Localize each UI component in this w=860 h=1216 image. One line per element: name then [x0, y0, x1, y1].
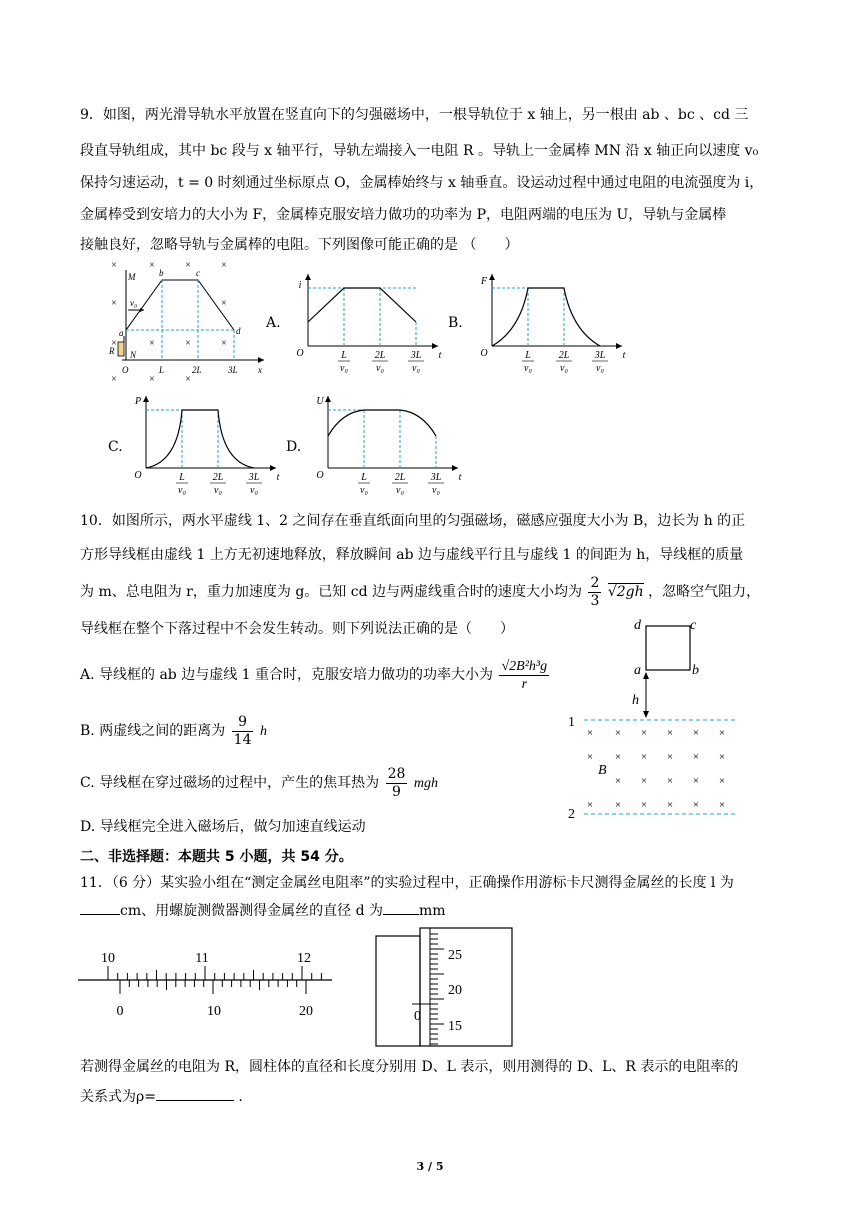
svg-text:3L: 3L — [594, 350, 606, 361]
svg-text:U: U — [316, 396, 324, 407]
svg-text:×: × — [640, 727, 648, 739]
svg-text:3L: 3L — [410, 350, 422, 361]
svg-text:×: × — [640, 775, 648, 787]
svg-text:×: × — [614, 775, 622, 787]
q9-graph-d — [316, 392, 466, 498]
svg-text:×: × — [111, 338, 117, 349]
svg-text:O: O — [296, 348, 304, 359]
svg-text:10: 10 — [207, 1004, 221, 1019]
micrometer-scale — [372, 926, 518, 1050]
q10-option-b: B. 两虚线之间的距离为 $\frac{9}{14}$ h — [80, 713, 267, 748]
svg-text:3L: 3L — [248, 472, 260, 483]
svg-text:d: d — [236, 326, 241, 336]
length-blank[interactable] — [80, 914, 120, 915]
q10-option-c: C. 导线框在穿过磁场的过程中，产生的焦耳热为 $\frac{28}{9}$ mgh — [80, 765, 438, 800]
curve-i — [308, 288, 416, 322]
q10-line1: 10．如图所示，两水平虚线 1、2 之间存在垂直纸面向里的匀强磁场，磁感应强度大小为 B，边长为 h 的正 — [80, 513, 746, 529]
svg-text:2L: 2L — [374, 350, 386, 361]
svg-text:2L: 2L — [394, 472, 406, 483]
svg-text:×: × — [718, 727, 726, 739]
svg-text:v₀: v₀ — [340, 363, 348, 374]
svg-text:×: × — [586, 727, 594, 739]
svg-text:×: × — [666, 751, 674, 763]
q10-line3: 为 m、总电阻为 r，重力加速度为 g。已知 cd 边与两虚线重合时的速度大小均为 $\frac{2}{3}$ √2gh ，忽略空气阻力， — [80, 574, 761, 609]
svg-text:t: t — [276, 472, 280, 483]
svg-text:v₀: v₀ — [432, 485, 440, 496]
svg-text:×: × — [221, 298, 227, 309]
q10-line2: 方形导线框由虚线 1 上方无初速地释放，释放瞬间 ab 边与虚线平行且与虚线 1 的间距为 h，导线框的质量 — [80, 547, 744, 563]
q11-line4: 关系式为ρ= . — [80, 1089, 243, 1105]
svg-text:a: a — [634, 663, 641, 678]
q10-diagram — [560, 612, 750, 824]
svg-text:×: × — [692, 727, 700, 739]
svg-text:3L: 3L — [228, 365, 238, 375]
q10-line4: 导线框在整个下落过程中不会发生转动。则下列说法正确的是（ ） — [80, 621, 514, 637]
svg-text:20: 20 — [299, 1004, 313, 1019]
svg-text:v₀: v₀ — [178, 485, 186, 496]
svg-text:h: h — [632, 693, 639, 708]
svg-text:L: L — [179, 472, 185, 483]
svg-text:×: × — [692, 799, 700, 811]
q9-line1: 9．如图，两光滑导轨水平放置在竖直向下的匀强磁场中，一根导轨位于 x 轴上，另一根由 ab 、bc 、cd 三 — [80, 107, 749, 123]
svg-text:O: O — [480, 348, 488, 359]
svg-text:c: c — [690, 618, 697, 633]
svg-text:F: F — [480, 276, 488, 287]
svg-text:R: R — [109, 346, 115, 356]
svg-text:B: B — [598, 763, 607, 778]
svg-text:×: × — [692, 751, 700, 763]
svg-text:v₀: v₀ — [524, 363, 532, 374]
svg-text:11: 11 — [195, 951, 209, 966]
svg-text:×: × — [614, 799, 622, 811]
q9-graph-b — [480, 270, 630, 376]
curve-F — [492, 288, 600, 346]
svg-text:t: t — [458, 472, 462, 483]
svg-text:×: × — [149, 374, 155, 385]
q9-line2: 段直导轨组成，其中 bc 段与 x 轴平行，导轨左端接入一电阻 R 。导轨上一金属棒 MN 沿 x 轴正向以速度 v₀ — [80, 143, 759, 159]
svg-text:v₀: v₀ — [130, 298, 138, 308]
svg-text:P: P — [134, 396, 142, 407]
diameter-blank[interactable] — [383, 914, 419, 915]
q9-line3: 保持匀速运动，t = 0 时刻通过坐标原点 O，金属棒始终与 x 轴垂直。设运动过程中通过电阻的电流强度为 i， — [80, 175, 764, 191]
curve-U — [328, 410, 436, 436]
svg-text:×: × — [185, 374, 191, 385]
q9-option-c-label: C. — [108, 439, 123, 455]
svg-text:1: 1 — [568, 715, 575, 730]
svg-text:25: 25 — [448, 948, 462, 963]
svg-text:O: O — [316, 470, 324, 481]
q11-line1: 11．（6 分）某实验小组在“测定金属丝电阻率”的实验过程中，正确操作用游标卡尺测得金属丝的长度 l 为 — [80, 875, 734, 891]
svg-text:i: i — [298, 280, 302, 291]
svg-text:0: 0 — [116, 1004, 124, 1019]
cross: × — [111, 260, 117, 271]
page-number: 3 / 5 — [416, 1160, 444, 1173]
svg-text:×: × — [614, 727, 622, 739]
svg-text:v₀: v₀ — [360, 485, 368, 496]
svg-text:v₀: v₀ — [560, 363, 568, 374]
svg-text:×: × — [640, 751, 648, 763]
svg-text:×: × — [149, 338, 155, 349]
svg-text:2: 2 — [568, 807, 575, 822]
svg-text:×: × — [221, 338, 227, 349]
svg-text:L: L — [341, 350, 347, 361]
svg-text:3L: 3L — [430, 472, 442, 483]
svg-text:2L: 2L — [212, 472, 224, 483]
svg-text:2L: 2L — [558, 350, 570, 361]
svg-text:v₀: v₀ — [250, 485, 258, 496]
svg-text:b: b — [692, 663, 699, 678]
svg-text:×: × — [111, 298, 117, 309]
svg-text:×: × — [666, 799, 674, 811]
svg-text:×: × — [185, 260, 191, 271]
svg-text:×: × — [692, 775, 700, 787]
q9-line4: 金属棒受到安培力的大小为 F，金属棒克服安培力做功的功率为 P，电阻两端的电压为 U，导轨与金属棒 — [80, 207, 727, 223]
svg-text:×: × — [185, 338, 191, 349]
svg-text:15: 15 — [448, 1019, 462, 1034]
svg-text:×: × — [718, 751, 726, 763]
q11-line3: 若测得金属丝的电阻为 R，圆柱体的直径和长度分别用 D、L 表示，则用测得的 D、L、R 表示的电阻率的 — [80, 1059, 739, 1075]
curve-P — [146, 410, 254, 468]
svg-text:t: t — [438, 350, 442, 361]
q9-option-a-label: A. — [266, 315, 281, 331]
svg-text:×: × — [149, 260, 155, 271]
section-heading: 二、非选择题：本题共 5 小题，共 54 分。 — [80, 849, 353, 865]
svg-text:L: L — [525, 350, 531, 361]
svg-text:d: d — [634, 618, 641, 633]
svg-text:×: × — [666, 727, 674, 739]
svg-text:×: × — [718, 799, 726, 811]
svg-text:v₀: v₀ — [596, 363, 604, 374]
q9-graph-a — [296, 270, 446, 376]
svg-text:×: × — [718, 775, 726, 787]
svg-text:O: O — [134, 470, 142, 481]
q9-line5: 接触良好，忽略导轨与金属棒的电阻。下列图像可能正确的是 （ ） — [80, 237, 519, 253]
svg-text:12: 12 — [297, 951, 311, 966]
svg-text:×: × — [640, 799, 648, 811]
svg-text:×: × — [586, 799, 594, 811]
q9-graph-c — [134, 392, 284, 498]
svg-text:b: b — [159, 268, 164, 278]
svg-text:c: c — [196, 268, 200, 278]
svg-text:×: × — [221, 260, 227, 271]
svg-text:O: O — [122, 365, 129, 375]
svg-text:×: × — [111, 374, 117, 385]
q9-setup-diagram — [104, 256, 274, 386]
q11-line2: cm、用螺旋测微器测得金属丝的直径 d 为 mm — [80, 902, 446, 920]
q9-option-b-label: B. — [448, 315, 463, 331]
svg-text:a: a — [119, 328, 124, 338]
svg-text:M: M — [128, 272, 136, 282]
q10-option-d: D. 导线框完全进入磁场后，做匀加速直线运动 — [80, 819, 366, 835]
svg-text:v₀: v₀ — [214, 485, 222, 496]
svg-text:L: L — [361, 472, 367, 483]
resistivity-blank[interactable] — [156, 1100, 234, 1101]
q10-option-a: A. 导线框的 ab 边与虚线 1 重合时，克服安培力做功的功率大小为 $\frac{\text{√2B²h³g}}{r}$ — [80, 658, 548, 692]
vernier-caliper-scale — [76, 940, 336, 1022]
svg-text:v₀: v₀ — [376, 363, 384, 374]
svg-text:L: L — [159, 365, 165, 375]
svg-text:N: N — [130, 350, 137, 360]
svg-text:×: × — [666, 775, 674, 787]
svg-text:×: × — [586, 751, 594, 763]
svg-text:t: t — [622, 350, 626, 361]
svg-text:x: x — [258, 365, 262, 375]
q9-option-d-label: D. — [286, 439, 302, 455]
svg-text:v₀: v₀ — [396, 485, 404, 496]
svg-text:0: 0 — [414, 1009, 421, 1024]
svg-text:10: 10 — [101, 951, 115, 966]
svg-text:20: 20 — [448, 983, 462, 998]
svg-text:×: × — [614, 751, 622, 763]
svg-text:v₀: v₀ — [412, 363, 420, 374]
svg-text:2L: 2L — [192, 365, 202, 375]
